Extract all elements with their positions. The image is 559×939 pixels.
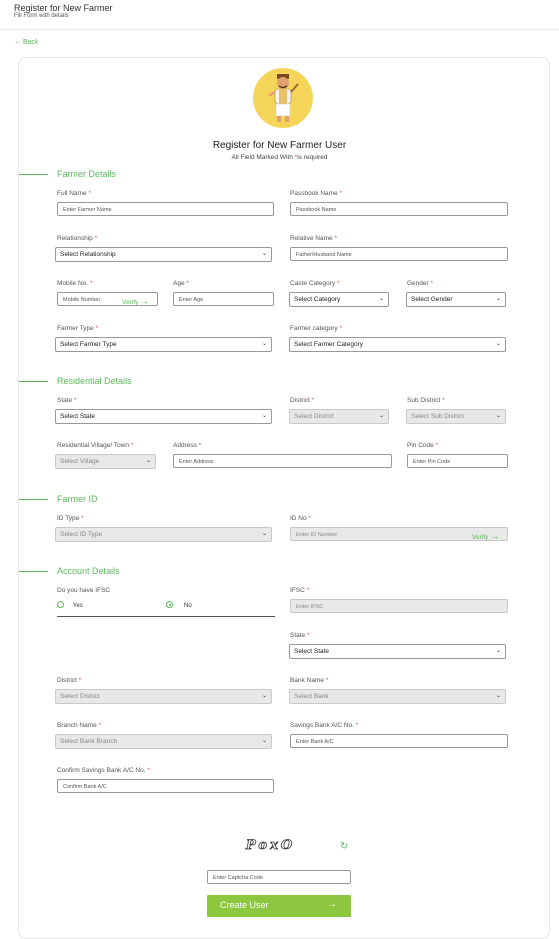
form-title: Register for New Farmer User — [212, 140, 347, 151]
create-user-button[interactable]: Create User → — [207, 895, 351, 917]
sub-district-select[interactable]: Select Sub District ⌄ — [406, 409, 506, 424]
refresh-icon[interactable]: ↻ — [340, 841, 349, 852]
ifsc-no-radio[interactable] — [166, 601, 173, 608]
page-subtitle: Fill Form with details — [14, 13, 69, 19]
pin-code-label: Pin Code * — [407, 442, 439, 449]
bank-district-label: District * — [57, 677, 82, 684]
arrow-right-icon: → — [490, 531, 500, 541]
relationship-select[interactable]: Select Relationship ⌄ — [55, 247, 272, 262]
relative-name-input[interactable]: Father/Husband Name — [290, 247, 508, 261]
section-account-details: Account Details — [19, 566, 219, 578]
chevron-down-icon: ⌄ — [495, 648, 501, 654]
chevron-down-icon: ⌄ — [495, 413, 501, 419]
ifsc-yes-radio[interactable] — [57, 601, 64, 608]
sub-district-label: Sub District * — [407, 397, 445, 404]
pin-code-input[interactable]: Enter Pin Code — [407, 454, 508, 468]
chevron-down-icon: ⌄ — [495, 693, 501, 699]
chevron-down-icon: ⌄ — [378, 413, 384, 419]
farmer-category-label: Farmer category * — [290, 325, 343, 332]
chevron-down-icon: ⌄ — [261, 738, 267, 744]
arrow-right-icon: → — [327, 899, 337, 910]
full-name-input[interactable]: Enter Farmer Name — [57, 202, 274, 216]
id-no-label: ID No * — [290, 515, 311, 522]
relative-name-label: Relative Name * — [290, 235, 337, 242]
id-no-input[interactable]: Enter ID Number — [290, 527, 508, 541]
id-verify-button[interactable]: Verify → — [472, 531, 500, 541]
savings-ac-input[interactable]: Enter Bank A/C — [290, 734, 508, 748]
header-divider — [0, 29, 559, 30]
district-select[interactable]: Select District ⌄ — [289, 409, 389, 424]
id-type-select[interactable]: Select ID Type ⌄ — [55, 527, 272, 542]
state-select[interactable]: Select State ⌄ — [55, 409, 272, 424]
section-farmer-details: Farmer Details — [19, 169, 219, 181]
chevron-down-icon: ⌄ — [261, 341, 267, 347]
confirm-ac-label: Confirm Savings Bank A/C No. * — [57, 767, 150, 774]
captcha-input[interactable]: Enter Captcha Code — [207, 870, 351, 884]
gender-select[interactable]: Select Gender ⌄ — [406, 292, 506, 307]
page-title: Register for New Farmer — [14, 3, 113, 13]
farmer-type-select[interactable]: Select Farmer Type ⌄ — [55, 337, 272, 352]
back-link[interactable]: ← Back — [14, 39, 39, 46]
chevron-down-icon: ⌄ — [261, 251, 267, 257]
chevron-down-icon: ⌄ — [495, 341, 501, 347]
village-label: Residential Village/ Town * — [57, 442, 134, 449]
savings-ac-label: Savings Bank A/C No. * — [290, 722, 359, 729]
ifsc-label: IFSC * — [290, 587, 310, 594]
bank-name-select[interactable]: Select Bank ⌄ — [289, 689, 506, 704]
bank-name-label: Bank Name * — [290, 677, 329, 684]
address-input[interactable]: Enter Address — [173, 454, 392, 468]
passbook-name-label: Passbook Name * — [290, 190, 343, 197]
relationship-label: Relationship * — [57, 235, 98, 242]
ifsc-no-label: No — [184, 603, 192, 609]
caste-label: Caste Category * — [290, 280, 340, 287]
branch-name-select[interactable]: Select Bank Branch ⌄ — [55, 734, 272, 749]
bank-state-label: State * — [290, 632, 310, 639]
passbook-name-input[interactable]: Passbook Name — [290, 202, 508, 216]
mobile-input[interactable]: Mobile Number — [57, 292, 158, 306]
chevron-down-icon: ⌄ — [261, 531, 267, 537]
arrow-right-icon: → — [140, 296, 150, 306]
age-label: Age * — [173, 280, 189, 287]
address-label: Address * — [173, 442, 202, 449]
bank-state-select[interactable]: Select State ⌄ — [289, 644, 506, 659]
farmer-category-select[interactable]: Select Farmer Category ⌄ — [289, 337, 506, 352]
farmer-illustration-icon — [253, 68, 313, 128]
village-select[interactable]: Select Village ⌄ — [55, 454, 156, 469]
ifsc-input[interactable]: Enter IFSC — [290, 599, 508, 613]
age-input[interactable]: Enter Age — [173, 292, 274, 306]
caste-select[interactable]: Select Category ⌄ — [289, 292, 389, 307]
have-ifsc-label: Do you have IFSC — [57, 587, 111, 594]
farmer-avatar — [253, 68, 313, 128]
ifsc-yes-label: Yes — [73, 603, 83, 609]
chevron-down-icon: ⌄ — [145, 458, 151, 464]
mobile-verify-button[interactable]: Verify → — [122, 296, 150, 306]
chevron-down-icon: ⌄ — [378, 296, 384, 302]
state-label: State * — [57, 397, 77, 404]
captcha-image: PoxO — [246, 838, 296, 853]
confirm-ac-input[interactable]: Confirm Bank A/C — [57, 779, 274, 793]
district-label: District * — [290, 397, 315, 404]
gender-label: Gender * — [407, 280, 434, 287]
radio-group-underline — [57, 616, 275, 617]
chevron-down-icon: ⌄ — [261, 413, 267, 419]
section-farmer-id: Farmer ID — [19, 494, 219, 506]
chevron-down-icon: ⌄ — [261, 693, 267, 699]
id-type-label: ID Type * — [57, 515, 84, 522]
chevron-down-icon: ⌄ — [495, 296, 501, 302]
section-residential-details: Residential Details — [19, 376, 219, 388]
mobile-label: Mobile No. * — [57, 280, 93, 287]
required-note: All Field Marked With *is required — [231, 154, 328, 161]
farmer-type-label: Farmer Type * — [57, 325, 99, 332]
bank-district-select[interactable]: Select District ⌄ — [55, 689, 272, 704]
full-name-label: Full Name * — [57, 190, 91, 197]
branch-name-label: Branch Name * — [57, 722, 102, 729]
